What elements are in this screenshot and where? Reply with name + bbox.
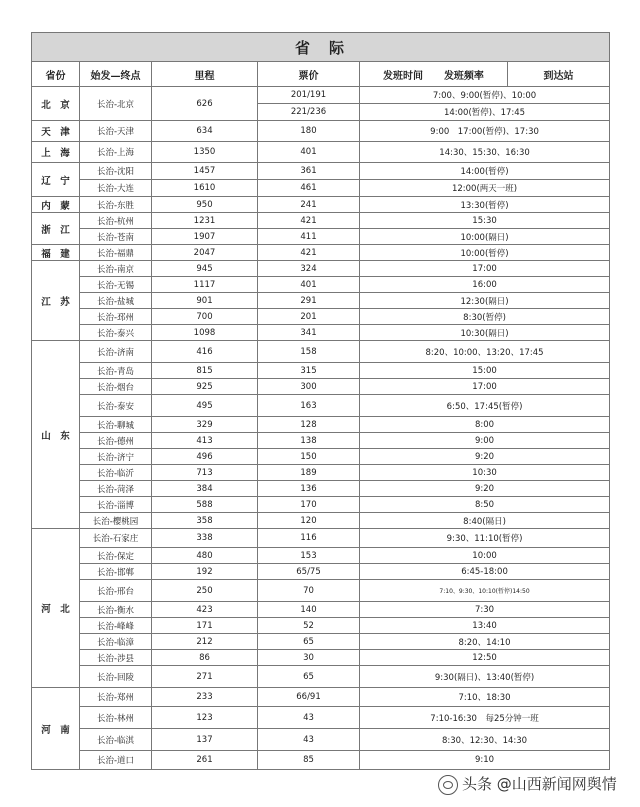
mileage-cell: 1610 bbox=[152, 180, 258, 197]
mileage-cell: 1350 bbox=[152, 142, 258, 163]
route-cell: 长治-邢台 bbox=[80, 580, 152, 602]
route-cell: 长治-南京 bbox=[80, 261, 152, 277]
table-row bbox=[32, 650, 610, 666]
table-row bbox=[32, 261, 610, 277]
price-cell: 421 bbox=[258, 213, 360, 229]
mileage-cell: 233 bbox=[152, 688, 258, 707]
route-cell: 长治-衡水 bbox=[80, 602, 152, 618]
province-cell: 内 蒙 bbox=[32, 197, 80, 213]
schedule-cell: 17:00 bbox=[360, 379, 610, 395]
province-cell: 上 海 bbox=[32, 142, 80, 163]
route-cell: 长治-德州 bbox=[80, 433, 152, 449]
price-cell: 361 bbox=[258, 163, 360, 180]
table-row bbox=[32, 602, 610, 618]
schedule-cell: 8:00 bbox=[360, 417, 610, 433]
route-cell: 长治-邳州 bbox=[80, 309, 152, 325]
schedule-cell: 10:00(暂停) bbox=[360, 245, 610, 261]
price-cell: 116 bbox=[258, 529, 360, 548]
header-price: 票价 bbox=[258, 62, 360, 87]
mileage-cell: 192 bbox=[152, 564, 258, 580]
route-cell: 长治-峰峰 bbox=[80, 618, 152, 634]
price-cell: 411 bbox=[258, 229, 360, 245]
mileage-cell: 416 bbox=[152, 341, 258, 363]
table-row bbox=[32, 497, 610, 513]
mileage-cell: 634 bbox=[152, 121, 258, 142]
route-cell: 长治-涉县 bbox=[80, 650, 152, 666]
price-cell: 158 bbox=[258, 341, 360, 363]
table-row bbox=[32, 580, 610, 602]
price-cell: 241 bbox=[258, 197, 360, 213]
schedule-cell: 15:30 bbox=[360, 213, 610, 229]
price-cell: 291 bbox=[258, 293, 360, 309]
schedule-cell: 7:10、18:30 bbox=[360, 688, 610, 707]
schedule-cell: 13:40 bbox=[360, 618, 610, 634]
table-row bbox=[32, 449, 610, 465]
price-cell: 189 bbox=[258, 465, 360, 481]
table-row bbox=[32, 465, 610, 481]
mileage-cell: 358 bbox=[152, 513, 258, 529]
table-row bbox=[32, 180, 610, 197]
wechat-logo-icon bbox=[438, 775, 458, 795]
mileage-cell: 212 bbox=[152, 634, 258, 650]
schedule-cell: 6:45-18:00 bbox=[360, 564, 610, 580]
price-cell: 421 bbox=[258, 245, 360, 261]
table-row bbox=[32, 666, 610, 688]
price-cell: 150 bbox=[258, 449, 360, 465]
route-cell: 长治-福鼎 bbox=[80, 245, 152, 261]
route-cell: 长治-淄博 bbox=[80, 497, 152, 513]
header-frequency: 发班频率 bbox=[443, 70, 484, 82]
price-cell: 221/236 bbox=[258, 104, 360, 121]
table-row bbox=[32, 513, 610, 529]
table-row bbox=[32, 481, 610, 497]
mileage-cell: 123 bbox=[152, 707, 258, 729]
table-row bbox=[32, 548, 610, 564]
route-cell: 长治-临淇 bbox=[80, 729, 152, 751]
mileage-cell: 271 bbox=[152, 666, 258, 688]
route-cell: 长治-临漳 bbox=[80, 634, 152, 650]
mileage-cell: 1231 bbox=[152, 213, 258, 229]
price-cell: 461 bbox=[258, 180, 360, 197]
mileage-cell: 815 bbox=[152, 363, 258, 379]
table-row bbox=[32, 433, 610, 449]
route-cell: 长治-大连 bbox=[80, 180, 152, 197]
mileage-cell: 2047 bbox=[152, 245, 258, 261]
route-cell: 长治-樱桃园 bbox=[80, 513, 152, 529]
price-cell: 136 bbox=[258, 481, 360, 497]
table-row bbox=[32, 707, 610, 729]
schedule-cell: 12:30(隔日) bbox=[360, 293, 610, 309]
province-cell: 浙 江 bbox=[32, 213, 80, 245]
schedule-cell: 8:40(隔日) bbox=[360, 513, 610, 529]
mileage-cell: 1117 bbox=[152, 277, 258, 293]
schedule-cell: 10:00 bbox=[360, 548, 610, 564]
mileage-cell: 626 bbox=[152, 87, 258, 121]
table-row bbox=[32, 395, 610, 417]
schedule-cell: 7:10-16:30 每25分钟一班 bbox=[360, 707, 610, 729]
table-row bbox=[32, 197, 610, 213]
header-destination: 到达站 bbox=[508, 62, 610, 87]
table-row bbox=[32, 729, 610, 751]
price-cell: 65 bbox=[258, 634, 360, 650]
schedule-cell: 14:30、15:30、16:30 bbox=[360, 142, 610, 163]
price-cell: 65 bbox=[258, 666, 360, 688]
schedule-cell: 9:00 17:00(暂停)、17:30 bbox=[360, 121, 610, 142]
price-cell: 120 bbox=[258, 513, 360, 529]
route-cell: 长治-盐城 bbox=[80, 293, 152, 309]
mileage-cell: 261 bbox=[152, 751, 258, 770]
route-cell: 长治-上海 bbox=[80, 142, 152, 163]
schedule-table bbox=[31, 32, 610, 770]
table-row bbox=[32, 293, 610, 309]
watermark-text: 头条 @山西新闻网舆情 bbox=[462, 775, 617, 793]
schedule-sheet bbox=[31, 32, 609, 770]
route-cell: 长治-无锡 bbox=[80, 277, 152, 293]
price-cell: 128 bbox=[258, 417, 360, 433]
schedule-cell: 8:20、14:10 bbox=[360, 634, 610, 650]
table-row bbox=[32, 634, 610, 650]
table-row bbox=[32, 277, 610, 293]
mileage-cell: 700 bbox=[152, 309, 258, 325]
table-row bbox=[32, 229, 610, 245]
price-cell: 52 bbox=[258, 618, 360, 634]
table-row bbox=[32, 163, 610, 180]
price-cell: 43 bbox=[258, 729, 360, 751]
mileage-cell: 250 bbox=[152, 580, 258, 602]
schedule-cell: 10:30 bbox=[360, 465, 610, 481]
route-cell: 长治-菏泽 bbox=[80, 481, 152, 497]
mileage-cell: 588 bbox=[152, 497, 258, 513]
price-cell: 43 bbox=[258, 707, 360, 729]
price-cell: 163 bbox=[258, 395, 360, 417]
route-cell: 长治-泰兴 bbox=[80, 325, 152, 341]
route-cell: 长治-苍南 bbox=[80, 229, 152, 245]
mileage-cell: 713 bbox=[152, 465, 258, 481]
schedule-cell: 9:20 bbox=[360, 449, 610, 465]
route-cell: 长治-保定 bbox=[80, 548, 152, 564]
schedule-cell: 14:00(暂停) bbox=[360, 163, 610, 180]
table-row bbox=[32, 529, 610, 548]
table-row bbox=[32, 379, 610, 395]
mileage-cell: 86 bbox=[152, 650, 258, 666]
table-row bbox=[32, 751, 610, 770]
route-cell: 长治-郑州 bbox=[80, 688, 152, 707]
schedule-cell: 12:50 bbox=[360, 650, 610, 666]
price-cell: 401 bbox=[258, 277, 360, 293]
table-row bbox=[32, 618, 610, 634]
route-cell: 长治-青岛 bbox=[80, 363, 152, 379]
route-cell: 长治-北京 bbox=[80, 87, 152, 121]
schedule-cell: 8:30(暂停) bbox=[360, 309, 610, 325]
table-row bbox=[32, 325, 610, 341]
mileage-cell: 1907 bbox=[152, 229, 258, 245]
route-cell: 长治-沈阳 bbox=[80, 163, 152, 180]
mileage-cell: 338 bbox=[152, 529, 258, 548]
mileage-cell: 384 bbox=[152, 481, 258, 497]
route-cell: 长治-石家庄 bbox=[80, 529, 152, 548]
schedule-cell: 9:30(隔日)、13:40(暂停) bbox=[360, 666, 610, 688]
mileage-cell: 413 bbox=[152, 433, 258, 449]
route-cell: 长治-邯郸 bbox=[80, 564, 152, 580]
watermark bbox=[438, 773, 617, 795]
price-cell: 201/191 bbox=[258, 87, 360, 104]
province-cell: 山 东 bbox=[32, 341, 80, 529]
schedule-cell: 7:00、9:00(暂停)、10:00 bbox=[360, 87, 610, 104]
header-route: 始发—终点 bbox=[80, 62, 152, 87]
price-cell: 66/91 bbox=[258, 688, 360, 707]
table-row bbox=[32, 121, 610, 142]
price-cell: 153 bbox=[258, 548, 360, 564]
mileage-cell: 901 bbox=[152, 293, 258, 309]
route-cell: 长治-济南 bbox=[80, 341, 152, 363]
province-cell: 河 南 bbox=[32, 688, 80, 770]
schedule-cell: 14:00(暂停)、17:45 bbox=[360, 104, 610, 121]
price-cell: 65/75 bbox=[258, 564, 360, 580]
schedule-cell: 9:30、11:10(暂停) bbox=[360, 529, 610, 548]
price-cell: 138 bbox=[258, 433, 360, 449]
price-cell: 85 bbox=[258, 751, 360, 770]
mileage-cell: 496 bbox=[152, 449, 258, 465]
price-cell: 401 bbox=[258, 142, 360, 163]
mileage-cell: 423 bbox=[152, 602, 258, 618]
schedule-cell: 16:00 bbox=[360, 277, 610, 293]
table-row bbox=[32, 213, 610, 229]
schedule-cell: 17:00 bbox=[360, 261, 610, 277]
price-cell: 341 bbox=[258, 325, 360, 341]
schedule-cell: 8:50 bbox=[360, 497, 610, 513]
mileage-cell: 329 bbox=[152, 417, 258, 433]
route-cell: 长治-聊城 bbox=[80, 417, 152, 433]
route-cell: 长治-东胜 bbox=[80, 197, 152, 213]
route-cell: 长治-天津 bbox=[80, 121, 152, 142]
price-cell: 170 bbox=[258, 497, 360, 513]
table-row bbox=[32, 142, 610, 163]
price-cell: 140 bbox=[258, 602, 360, 618]
table-row bbox=[32, 564, 610, 580]
header-time: 发班时间 bbox=[383, 70, 424, 82]
route-cell: 长治-临沂 bbox=[80, 465, 152, 481]
province-cell: 天 津 bbox=[32, 121, 80, 142]
schedule-cell: 13:30(暂停) bbox=[360, 197, 610, 213]
route-cell: 长治-道口 bbox=[80, 751, 152, 770]
schedule-cell: 8:20、10:00、13:20、17:45 bbox=[360, 341, 610, 363]
route-cell: 长治-烟台 bbox=[80, 379, 152, 395]
mileage-cell: 171 bbox=[152, 618, 258, 634]
mileage-cell: 137 bbox=[152, 729, 258, 751]
mileage-cell: 480 bbox=[152, 548, 258, 564]
price-cell: 300 bbox=[258, 379, 360, 395]
mileage-cell: 495 bbox=[152, 395, 258, 417]
route-cell: 长治-杭州 bbox=[80, 213, 152, 229]
mileage-cell: 945 bbox=[152, 261, 258, 277]
table-row bbox=[32, 87, 610, 104]
price-cell: 201 bbox=[258, 309, 360, 325]
mileage-cell: 950 bbox=[152, 197, 258, 213]
mileage-cell: 1457 bbox=[152, 163, 258, 180]
price-cell: 315 bbox=[258, 363, 360, 379]
route-cell: 长治-林州 bbox=[80, 707, 152, 729]
price-cell: 324 bbox=[258, 261, 360, 277]
table-row bbox=[32, 245, 610, 261]
schedule-body bbox=[32, 87, 610, 770]
route-cell: 长治-回陵 bbox=[80, 666, 152, 688]
schedule-cell: 15:00 bbox=[360, 363, 610, 379]
province-cell: 江 苏 bbox=[32, 261, 80, 341]
table-row bbox=[32, 688, 610, 707]
schedule-cell: 9:10 bbox=[360, 751, 610, 770]
route-cell: 长治-泰安 bbox=[80, 395, 152, 417]
province-cell: 北 京 bbox=[32, 87, 80, 121]
table-row bbox=[32, 417, 610, 433]
schedule-cell: 12:00(两天一班) bbox=[360, 180, 610, 197]
mileage-cell: 925 bbox=[152, 379, 258, 395]
schedule-cell: 9:20 bbox=[360, 481, 610, 497]
province-cell: 福 建 bbox=[32, 245, 80, 261]
header-time-frequency bbox=[360, 62, 508, 87]
province-cell: 辽 宁 bbox=[32, 163, 80, 197]
table-title: 省 际 bbox=[32, 33, 610, 62]
schedule-cell: 7:30 bbox=[360, 602, 610, 618]
mileage-cell: 1098 bbox=[152, 325, 258, 341]
province-cell: 河 北 bbox=[32, 529, 80, 688]
table-row bbox=[32, 309, 610, 325]
table-row bbox=[32, 363, 610, 379]
route-cell: 长治-济宁 bbox=[80, 449, 152, 465]
header-mileage: 里程 bbox=[152, 62, 258, 87]
schedule-cell: 8:30、12:30、14:30 bbox=[360, 729, 610, 751]
price-cell: 70 bbox=[258, 580, 360, 602]
schedule-cell: 9:00 bbox=[360, 433, 610, 449]
schedule-cell: 10:00(隔日) bbox=[360, 229, 610, 245]
schedule-cell: 10:30(隔日) bbox=[360, 325, 610, 341]
schedule-cell: 7:10、9:30、10:10(暂停)14:50 bbox=[360, 580, 610, 602]
price-cell: 30 bbox=[258, 650, 360, 666]
price-cell: 180 bbox=[258, 121, 360, 142]
table-row bbox=[32, 341, 610, 363]
schedule-cell: 6:50、17:45(暂停) bbox=[360, 395, 610, 417]
header-province: 省份 bbox=[32, 62, 80, 87]
